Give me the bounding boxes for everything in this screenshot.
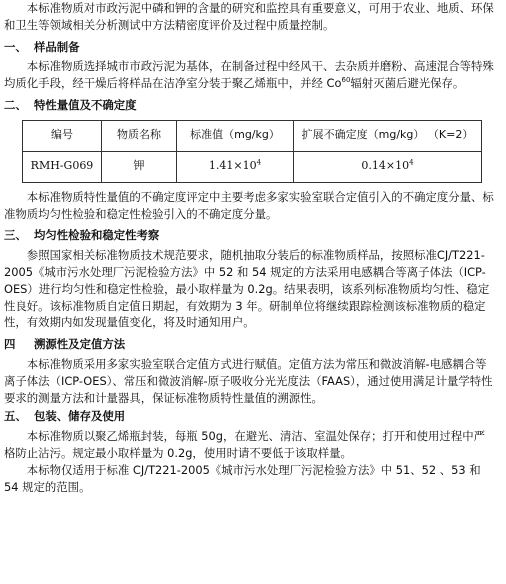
table-header-cell: 物质名称 [102, 120, 177, 151]
section-number: 一、 [4, 39, 27, 54]
uncertainty-exponent: 4 [409, 158, 414, 167]
section-4-heading [4, 336, 494, 353]
uncertainty-base: 0.14×10 [361, 159, 410, 173]
table-header-cell: 编号 [23, 120, 102, 151]
table-row [23, 151, 482, 182]
section-2-paragraph: 本标准物质特性量值的不确定度评定中主要考虑多家实验室联合定值引入的不确定度分量、标准物质均匀性检验和稳定性检验引入的不确定度分量。 [4, 189, 494, 221]
section-1-heading [4, 39, 494, 56]
section-3-paragraph: 参照国家相关标准物质技术规范要求，随机抽取分装后的标准物质样品，按照标准CJ/T221-2005《城市污水处理厂污泥检验方法》中 52 和 54 规定的方法采用电感耦合等离子体法（ICP-OES）进行均匀性和稳定性检验，最小取样量为 0.2g。结果表明，该系列标准物质均匀性、稳定性良好。该标准物质自定值日期起，有效期为 3 年。研制单位将继续跟踪检测该标准物质的稳定性，有效期内如发现量值变化，将及时通知用户。 [4, 248, 490, 330]
section-5-heading [4, 408, 494, 425]
table-cell-name: 钾 [102, 151, 177, 182]
table-header-row [23, 120, 482, 151]
paragraph-text: 本标准物质选择城市市政污泥为基体，在制备过程中经风干、去杂质并磨粉、高速混合等特殊均质化手段，经干燥后将样品在洁净室分装于聚乙烯瓶中，并经 Co [4, 59, 494, 91]
table-header-cell: 标准值（mg/kg） [177, 120, 294, 151]
property-table-wrapper [22, 120, 494, 183]
value-exponent: 4 [256, 158, 262, 167]
section-5-paragraph-1: 本标准物质以聚乙烯瓶封装，每瓶 50g，在避光、清洁、室温处保存；打开和使用过程中严格防止沾污。规定最小取样量为 0.2g，使用时请不要低于该取样量。 [4, 429, 485, 460]
section-3-heading [4, 227, 494, 244]
property-table [22, 120, 482, 183]
section-title: 均匀性检验和稳定性考察 [34, 228, 160, 243]
paragraph-text: 辐射灭菌后避光保存。 [350, 76, 465, 91]
document [4, 0, 494, 495]
section-title: 样品制备 [34, 39, 80, 54]
section-5-paragraph-2: 本标物仅适用于标准 CJ/T221-2005《城市污水处理厂污泥检验方法》中 51、52 、53 和 54 规定的范围。 [4, 462, 481, 494]
table-cell-id: RMH-G069 [23, 151, 102, 182]
table-header-cell: 扩展不确定度（mg/kg） （K=2） [294, 120, 482, 151]
section-title: 包装、储存及使用 [34, 409, 126, 424]
section-title: 溯源性及定值方法 [34, 337, 126, 352]
section-number: 三、 [4, 228, 27, 243]
value-base: 1.41×10 [208, 159, 257, 173]
section-title: 特性量值及不确定度 [34, 97, 137, 112]
section-number: 五、 [4, 409, 27, 424]
superscript: 60 [341, 76, 351, 85]
intro-paragraph: 本标准物质对市政污泥中磷和钾的含量的研究和监控具有重要意义，可用于农业、地质、环保和卫生等领域相关分析测试中方法精密度评价及过程中质量控制。 [4, 1, 494, 32]
table-cell-value [177, 151, 294, 182]
section-2-heading [4, 97, 494, 114]
section-1-paragraph [4, 58, 494, 92]
table-cell-uncertainty [294, 151, 482, 182]
section-4-paragraph: 本标准物质采用多家实验室联合定值方式进行赋值。定值方法为常压和微波消解-电感耦合等离子体法（ICP-OES）、常压和微波消解-原子吸收分光光度法（FAAS），通过使用满足计量学特性要求的测量方法和计量器具，保证标准物质特性量值的溯源性。 [4, 356, 493, 405]
section-number: 二、 [4, 97, 27, 112]
section-number: 四 [4, 337, 16, 352]
